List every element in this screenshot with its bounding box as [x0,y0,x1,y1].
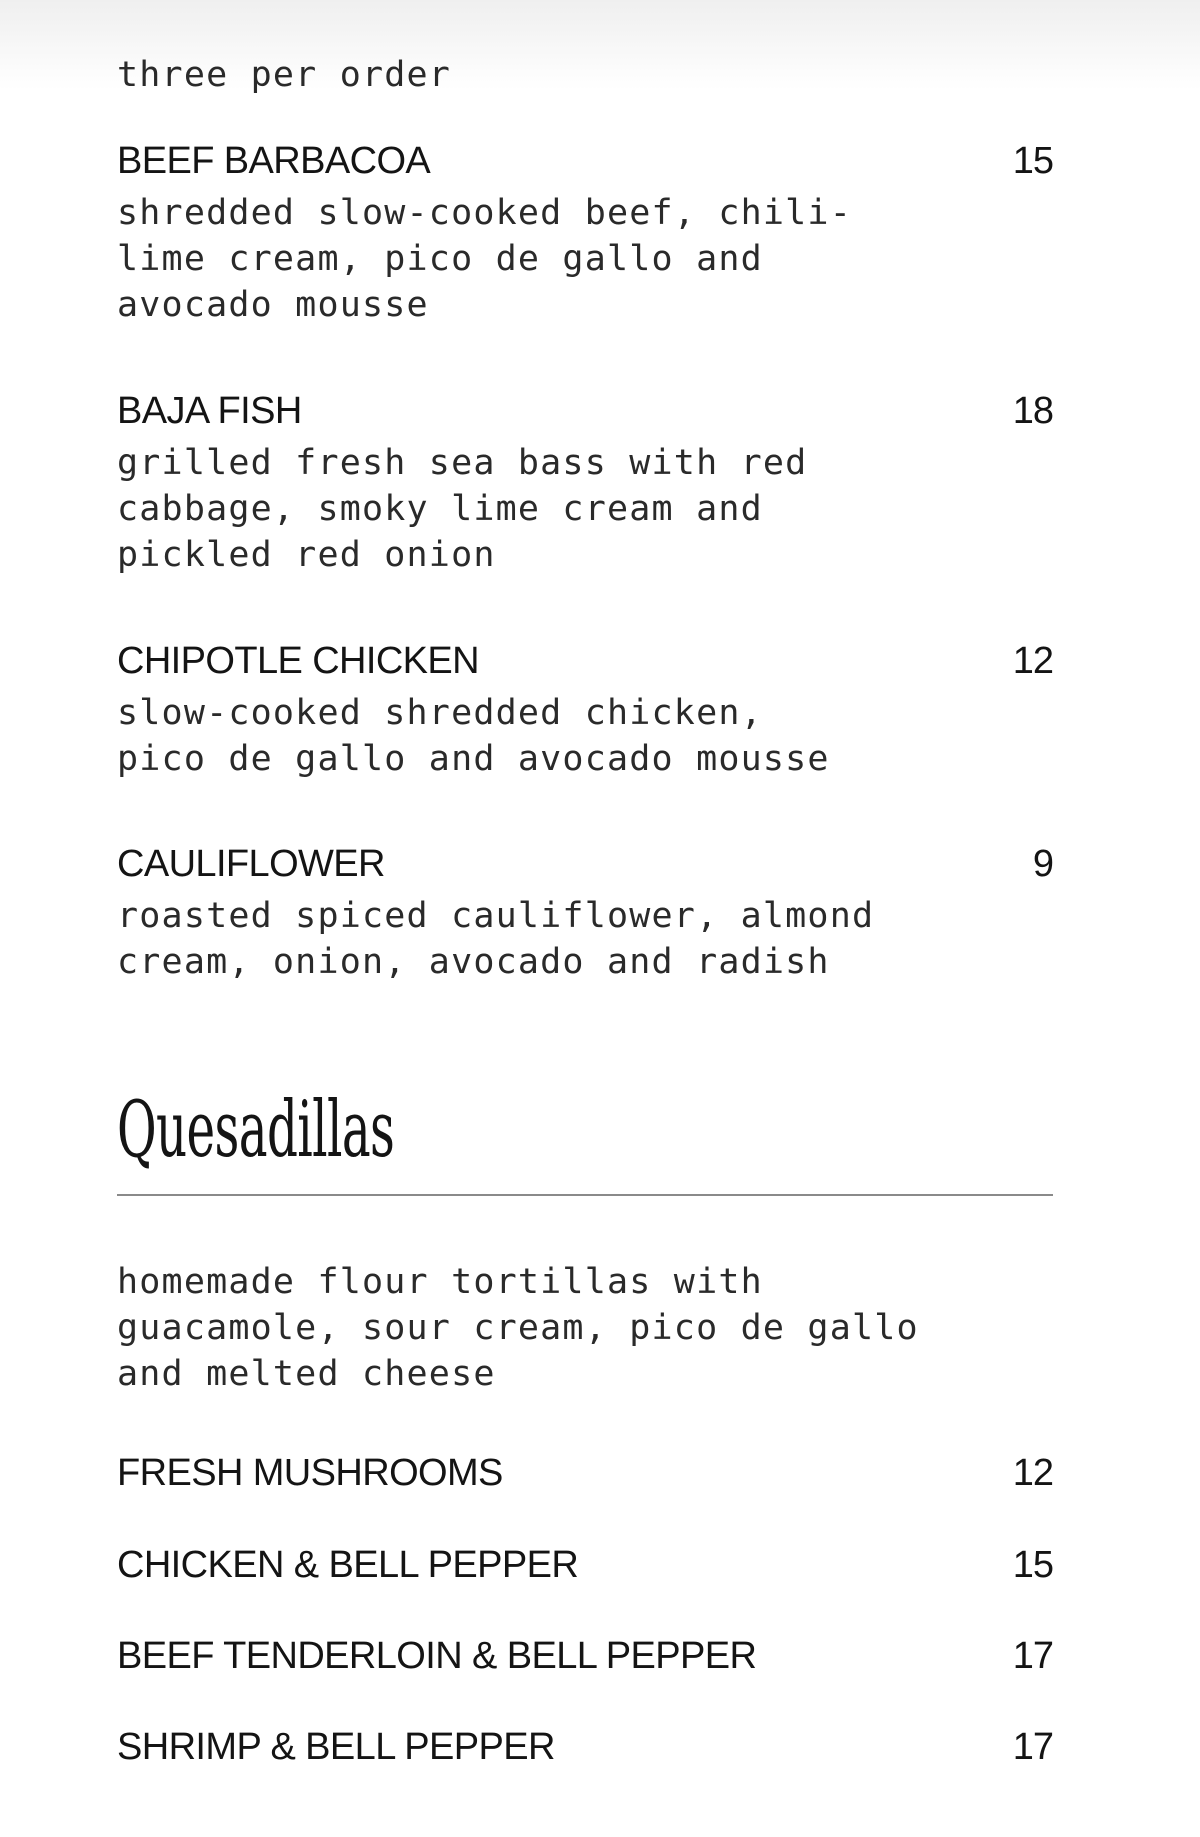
menu-item-description: shredded slow-cooked beef, chili- lime cream, pico de gallo and avocado mousse [117,193,852,325]
menu-item-baja-fish [117,388,1053,578]
menu-item-header [117,1450,1053,1496]
menu-item-header [117,638,1053,684]
menu-item-header [117,1633,1053,1679]
menu-item-price: 18 [1012,390,1053,432]
menu-item-name: BEEF TENDERLOIN & BELL PEPPER [117,1635,757,1677]
menu-item-header [117,1724,1053,1770]
menu-item-fresh-mushrooms [117,1450,1053,1496]
tacos-serving-note: three per order [117,55,452,95]
menu-item-price: 15 [1012,1544,1053,1586]
menu-item-name: CAULIFLOWER [117,843,385,885]
menu-item-header [117,138,1053,184]
menu-item-price: 12 [1012,640,1053,682]
menu-item-description: slow-cooked shredded chicken, pico de gallo and avocado mousse [117,693,830,779]
menu-item-chicken-bell-pepper [117,1542,1053,1588]
section-divider [117,1194,1053,1196]
menu-item-description: grilled fresh sea bass with red cabbage, smoky lime cream and pickled red onion [117,443,808,575]
menu-item-name: SHRIMP & BELL PEPPER [117,1726,555,1768]
section-title-quesadillas: Quesadillas [117,1085,395,1175]
menu-item-header [117,388,1053,434]
menu-item-shrimp-bell-pepper [117,1724,1053,1770]
menu-item-name: CHICKEN & BELL PEPPER [117,1544,579,1586]
menu-item-price: 9 [1032,843,1053,885]
menu-item-beef-tenderloin-bell-pepper [117,1633,1053,1679]
menu-item-header [117,1542,1053,1588]
menu-item-name: BAJA FISH [117,390,302,432]
menu-item-price: 15 [1012,140,1053,182]
menu-item-chipotle-chicken [117,638,1053,782]
menu-item-price: 17 [1012,1726,1053,1768]
menu-item-header [117,841,1053,887]
menu-item-cauliflower [117,841,1053,985]
menu-item-name: BEEF BARBACOA [117,140,431,182]
menu-item-beef-barbacoa [117,138,1053,328]
menu-item-description: roasted spiced cauliflower, almond cream, onion, avocado and radish [117,896,875,982]
menu-item-price: 12 [1012,1452,1053,1494]
menu-item-name: FRESH MUSHROOMS [117,1452,503,1494]
menu-item-price: 17 [1012,1635,1053,1677]
quesadillas-description: homemade flour tortillas with guacamole, sour cream, pico de gallo and melted cheese [117,1262,919,1394]
menu-item-name: CHIPOTLE CHICKEN [117,640,480,682]
